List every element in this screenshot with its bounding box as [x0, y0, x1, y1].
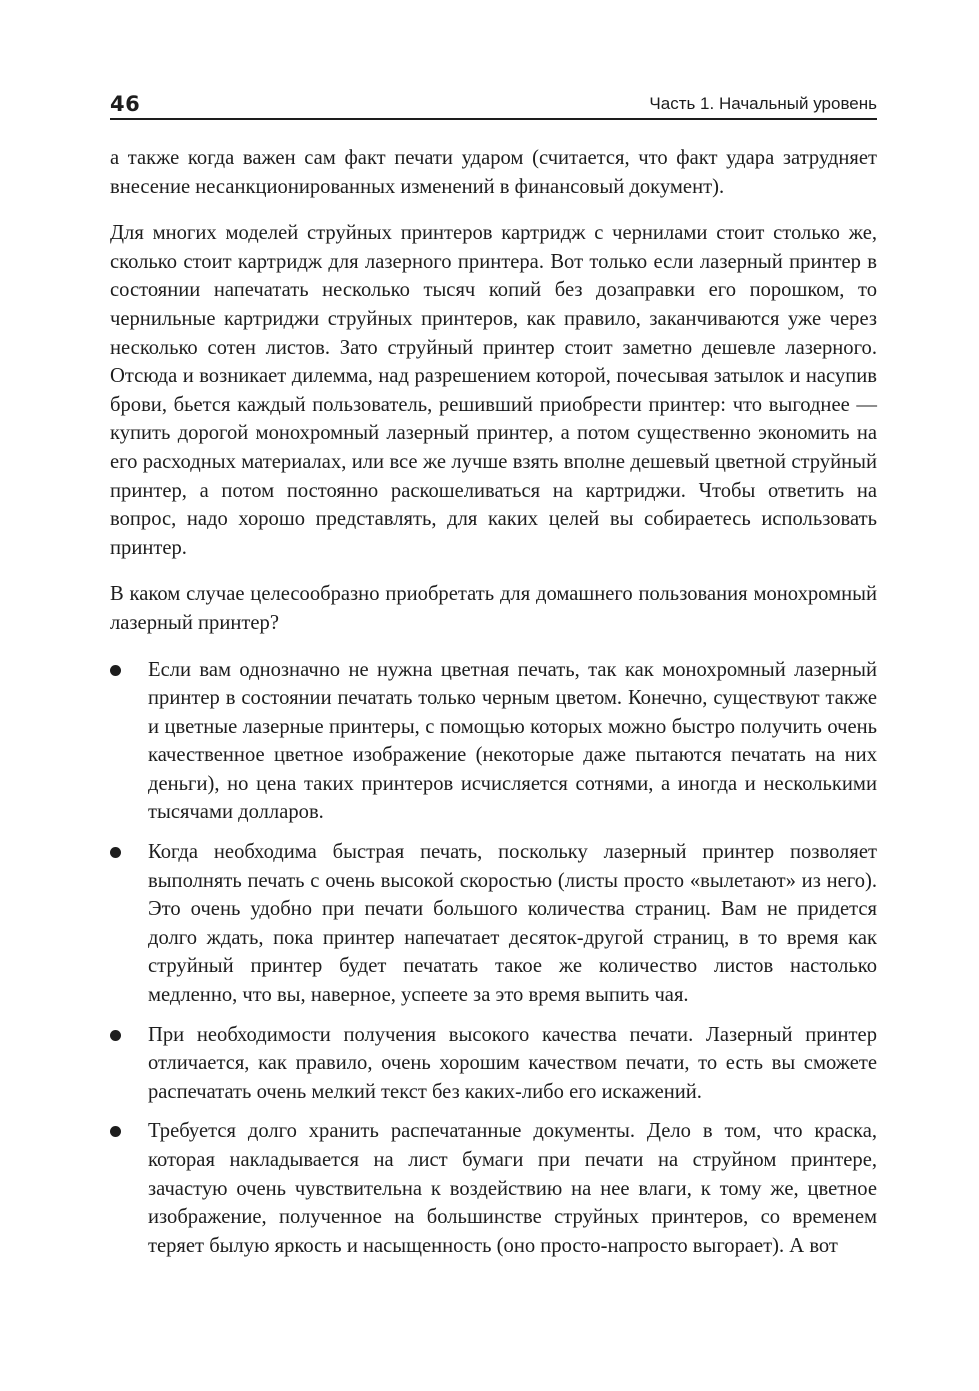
running-header [110, 90, 877, 120]
list-item [110, 1021, 877, 1107]
list-item-text: При необходимости получения высокого качества печати. Лазерный принтер отличается, как правило, очень хорошим качеством печати, то есть вы сможете распечатать очень мелкий текст без каких-либо его искажений. [148, 1023, 877, 1103]
bullet-icon [110, 1030, 121, 1041]
bullet-icon [110, 847, 121, 858]
paragraph-continuation: а также когда важен сам факт печати ударом (считается, что факт удара затрудняет внесение несанкционированных изменений в финансовый документ). [110, 147, 877, 198]
bullet-icon [110, 665, 121, 676]
bullet-icon [110, 1126, 121, 1137]
list-item-text: Если вам однозначно не нужна цветная печать, так как монохромный лазерный принтер в состоянии печатать только черным цветом. Конечно, существуют также и цветные лазерные принтеры, с помощью которых можно быстро получить очень качественное цветное изображение (некоторые даже пытаются печатать на них деньги), но цена таких принтеров исчисляется сотнями, а иногда и несколькими тысячами долларов. [148, 658, 877, 824]
list-item [110, 656, 877, 828]
list-item [110, 1117, 877, 1260]
body-text [110, 144, 877, 1271]
paragraph-cartridge-cost: Для многих моделей струйных принтеров картридж с чернилами стоит столько же, сколько стоит картридж для лазерного принтера. Вот только если лазерный принтер в состоянии напечатать несколько тысяч копий без дозаправки его порошком, то чернильные картриджи струйных принтеров, как правило, заканчиваются уже через несколько сотен листов. Зато струйный принтер стоит заметно дешевле лазерного. Отсюда и возникает дилемма, над разрешением которой, почесывая затылок и насупив брови, бьется каждый пользователь, решивший приобрести принтер: что выгоднее — купить дорогой монохромный лазерный принтер, а потом существенно экономить на его расходных материалах, или все же лучше взять вполне дешевый цветной струйный принтер, а потом постоянно раскошеливаться на картриджи. Чтобы ответить на вопрос, надо хорошо представлять, для каких целей вы собираетесь использовать принтер. [110, 222, 877, 559]
list-item-text: Требуется долго хранить распечатанные документы. Дело в том, что краска, которая накладывается на лист бумаги при печати на струйном принтере, зачастую очень чувствительна к воздействию на нее влаги, к тому же, цветное изображение, полученное на большинстве струйных принтеров, со временем теряет былую яркость и насыщенность (оно просто-напросто выгорает). А вот [148, 1120, 877, 1257]
chapter-title: Часть 1. Начальный уровень [649, 94, 877, 113]
list-item [110, 838, 877, 1010]
page-number: 46 [110, 92, 141, 116]
list-item-text: Когда необходима быстрая печать, поскольку лазерный принтер позволяет выполнять печать с очень высокой скоростью (листы просто «вылетают» из него). Это очень удобно при печати большого количества страниц. Вам не придется долго ждать, пока принтер напечатает десяток-другой страниц, в то время как струйный принтер будет печатать такое же количество листов настолько медленно, что вы, наверное, успеете за это время выпить чая. [148, 841, 877, 1007]
paragraph-question: В каком случае целесообразно приобретать для домашнего пользования монохромный лазерный принтер? [110, 583, 877, 634]
bullet-list [110, 656, 877, 1261]
